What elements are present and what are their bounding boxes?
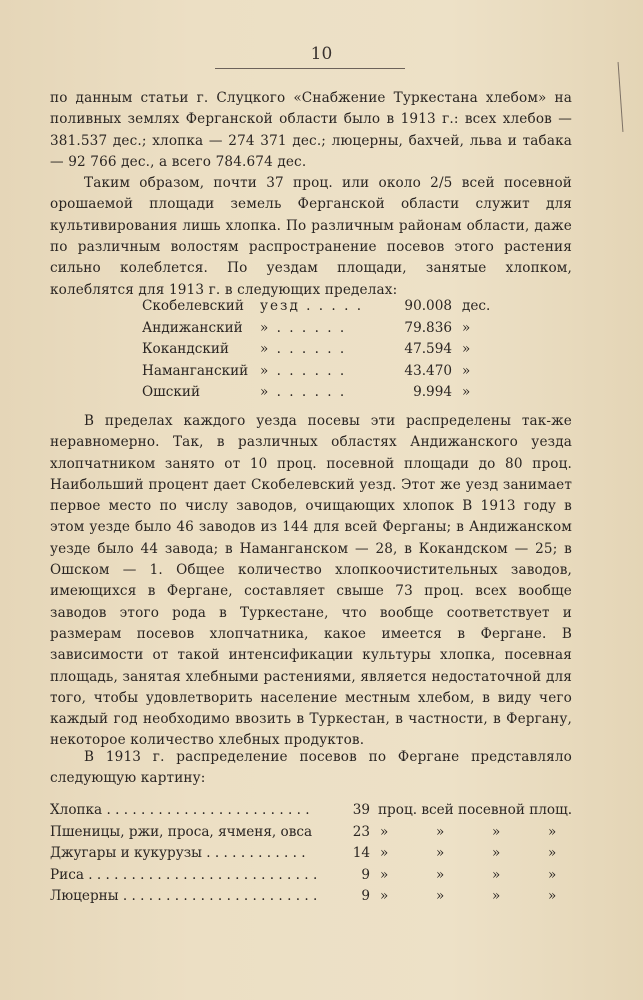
ditto-mark: » bbox=[548, 888, 557, 904]
county-row bbox=[142, 361, 490, 383]
crop-row bbox=[50, 865, 604, 887]
ditto-mark: » bbox=[436, 866, 445, 883]
county-dots: » . . . . . . bbox=[260, 362, 347, 379]
crop-row bbox=[50, 886, 604, 908]
ditto-marks bbox=[370, 843, 604, 865]
page-number: 10 bbox=[310, 44, 333, 64]
crop-tail: проц. всей посевной площ. bbox=[378, 802, 573, 818]
crop-value: 39 bbox=[352, 802, 370, 818]
ditto-mark: » bbox=[548, 866, 557, 883]
ditto-mark: » bbox=[380, 866, 389, 883]
crop-name: Риса . . . . . . . . . . . . . . . . . . . . . . . . . . . bbox=[50, 866, 318, 883]
ditto-mark: » bbox=[436, 888, 445, 904]
county-value: 9.994 bbox=[413, 384, 452, 400]
crop-row bbox=[50, 822, 604, 844]
ditto-mark: » bbox=[492, 823, 501, 840]
ditto-mark: » bbox=[380, 888, 389, 904]
paragraph-3-text: В 1913 г. распределение посевов по Фергане представляло следующую картину: bbox=[50, 749, 572, 787]
ditto-mark: » bbox=[436, 845, 445, 861]
crop-row bbox=[50, 800, 604, 822]
county-value: 47.594 bbox=[404, 341, 452, 357]
county-value: 43.470 bbox=[404, 362, 452, 379]
county-unit: » bbox=[462, 384, 471, 400]
crop-value: 9 bbox=[361, 888, 370, 904]
ditto-mark: » bbox=[380, 823, 389, 840]
margin-mark bbox=[618, 62, 624, 132]
county-name: Скобелевский bbox=[142, 298, 244, 314]
county-dots: уезд . . . . . bbox=[260, 298, 364, 314]
county-row bbox=[142, 382, 490, 404]
crop-value: 14 bbox=[352, 845, 370, 861]
crop-name: Пшеницы, ржи, проса, ячменя, овса bbox=[50, 823, 313, 840]
paragraph-2-text: В пределах каждого уезда посевы эти распределены так-же неравномерно. Так, в различных областях Андижанского уезда хлопчатником занято от 10 проц. посевной площади до 80 проц. Наибольший процент дает Скобелевский уезд. Этот же уезд занимает первое место по числу заводов, очищающих хлопок В 1913 году в этом уезде было 46 заводов из 144 для всей Ферганы; в Андижанском уезде было 44 завода; в Наманганском — 28, в Кокандском — 25; в Ошском — 1. Общее количество хлопкоочистительных заводов, имеющихся в Фергане, составляет свыше 73 проц. всех вообще заводов этого рода в Туркестане, что вообще соответствует и размерам посевов хлопчатника, какое имеется в Фергане. В зависимости от такой интенсификации культуры хлопка, посевная площадь, занятая хлебными растениями, является недостаточной для того, чтобы удовлетворить население местным хлебом, в виду чего каждый год необходимо ввозить в Туркестан, в частности, в Фергану, некоторое количество хлебных продуктов. bbox=[50, 413, 572, 749]
ditto-marks bbox=[370, 865, 604, 887]
county-row bbox=[142, 296, 490, 318]
ditto-mark: » bbox=[492, 888, 501, 904]
crop-name: Джугары и кукурузы . . . . . . . . . . . . bbox=[50, 845, 306, 861]
county-dots: » . . . . . . bbox=[260, 341, 347, 357]
crop-name: Хлопка . . . . . . . . . . . . . . . . . . . . . . . . bbox=[50, 802, 310, 818]
county-unit: » bbox=[462, 362, 471, 379]
ditto-marks bbox=[370, 822, 604, 844]
county-name: Кокандский bbox=[142, 341, 229, 357]
ditto-mark: » bbox=[548, 823, 557, 840]
crop-list bbox=[50, 800, 604, 908]
ditto-mark: » bbox=[548, 845, 557, 861]
crop-name: Люцерны . . . . . . . . . . . . . . . . . . . . . . . bbox=[50, 888, 318, 904]
crop-value: 23 bbox=[352, 823, 370, 840]
county-name: Наманганский bbox=[142, 362, 249, 379]
ditto-mark: » bbox=[436, 823, 445, 840]
paragraph-1 bbox=[50, 88, 572, 301]
county-value: 79.836 bbox=[404, 319, 452, 336]
ditto-mark: » bbox=[492, 845, 501, 861]
county-list bbox=[142, 296, 490, 404]
county-row bbox=[142, 318, 490, 340]
paragraph-1-continuation: по данным статьи г. Слуцкого «Снабжение Туркестана хлебом» на поливных землях Ферганской области было в 1913 г.: всех хлебов — 381.537 дес.; хлопка — 274 371 дес.; люцерны, бахчей, льва и табака — 92 766 дес., а всего 784.674 дес. bbox=[50, 90, 572, 170]
county-unit: » bbox=[462, 341, 471, 357]
county-unit: » bbox=[462, 319, 471, 336]
crop-row bbox=[50, 843, 604, 865]
ditto-marks bbox=[370, 886, 604, 908]
county-value: 90.008 bbox=[404, 298, 452, 314]
county-dots: » . . . . . . bbox=[260, 319, 347, 336]
county-row bbox=[142, 339, 490, 361]
ditto-mark: » bbox=[380, 845, 389, 861]
header-rule bbox=[215, 68, 405, 69]
county-name: Андижанский bbox=[142, 319, 243, 336]
paragraph-2 bbox=[50, 411, 572, 752]
crop-value: 9 bbox=[361, 866, 370, 883]
ditto-mark: » bbox=[492, 866, 501, 883]
county-dots: » . . . . . . bbox=[260, 384, 347, 400]
county-unit: дес. bbox=[462, 298, 491, 314]
paragraph-3 bbox=[50, 747, 572, 790]
paragraph-1b: Таким образом, почти 37 проц. или около 2/5 всей посевной орошаемой площади земель Ферганской области служит для культивирования лишь хлопка. По различным районам области, даже по различным волостям распространение посевов этого растения сильно колеблется. По уездам площади, занятые хлопком, колеблятся для 1913 г. в следующих пределах: bbox=[50, 175, 572, 298]
county-name: Ошский bbox=[142, 384, 201, 400]
